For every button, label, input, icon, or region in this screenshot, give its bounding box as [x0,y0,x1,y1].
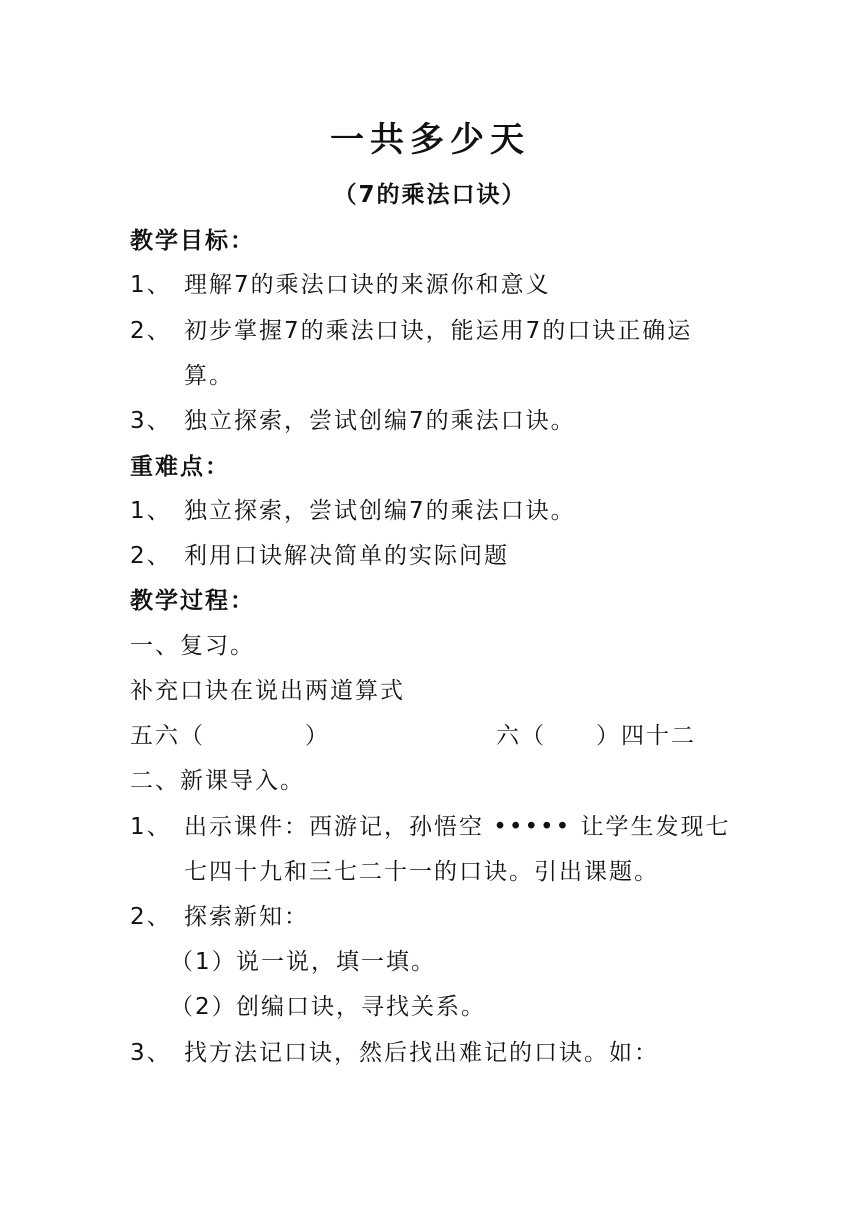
key-point-2-number: 2、 [130,543,172,569]
step-1-text-cont: 七四十九和三七二十一的口诀。引出课题。 [184,859,659,885]
sub-step-2-number: （2） [170,994,237,1020]
key-point-1-text: 独立探索，尝试创编7的乘法口诀。 [184,498,576,524]
objectives-heading: 教学目标： [130,228,255,254]
objective-2-text: 初步掌握7的乘法口诀，能运用7的口诀正确运 [184,318,693,344]
process-heading: 教学过程： [130,588,255,614]
document-title: 一共多少天 [330,120,530,160]
objective-3-number: 3、 [130,408,172,434]
review-note: 补充口诀在说出两道算式 [130,678,405,704]
step-1-text: 出示课件：西游记，孙悟空 ••••• 让学生发现七 [184,814,731,840]
review-section-title: 一、复习。 [130,633,255,659]
document-subtitle: （7的乘法口诀） [333,182,527,208]
step-2-number: 2、 [130,904,172,930]
step-3-number: 3、 [130,1040,172,1066]
fill-blank-2: 六（ ）四十二 [496,723,696,749]
step-2-text: 探索新知： [184,904,309,930]
sub-step-1-number: （1） [170,949,237,975]
objective-1-number: 1、 [130,272,172,298]
objective-2-number: 2、 [130,318,172,344]
step-3-text: 找方法记口诀，然后找出难记的口诀。如： [184,1040,659,1066]
objective-3-text: 独立探索，尝试创编7的乘法口诀。 [184,408,576,434]
objective-2-text-cont: 算。 [184,363,234,389]
key-point-2-text: 利用口诀解决简单的实际问题 [184,543,509,569]
fill-blank-1: 五六（ ） [130,723,330,749]
key-points-heading: 重难点： [130,454,230,480]
step-1-number: 1、 [130,814,172,840]
key-point-1-number: 1、 [130,498,172,524]
objective-1-text: 理解7的乘法口诀的来源你和意义 [184,272,551,298]
sub-step-1-text: 说一说，填一填。 [236,949,436,975]
sub-step-2-text: 创编口诀，寻找关系。 [236,994,486,1020]
new-lesson-section-title: 二、新课导入。 [130,768,305,794]
